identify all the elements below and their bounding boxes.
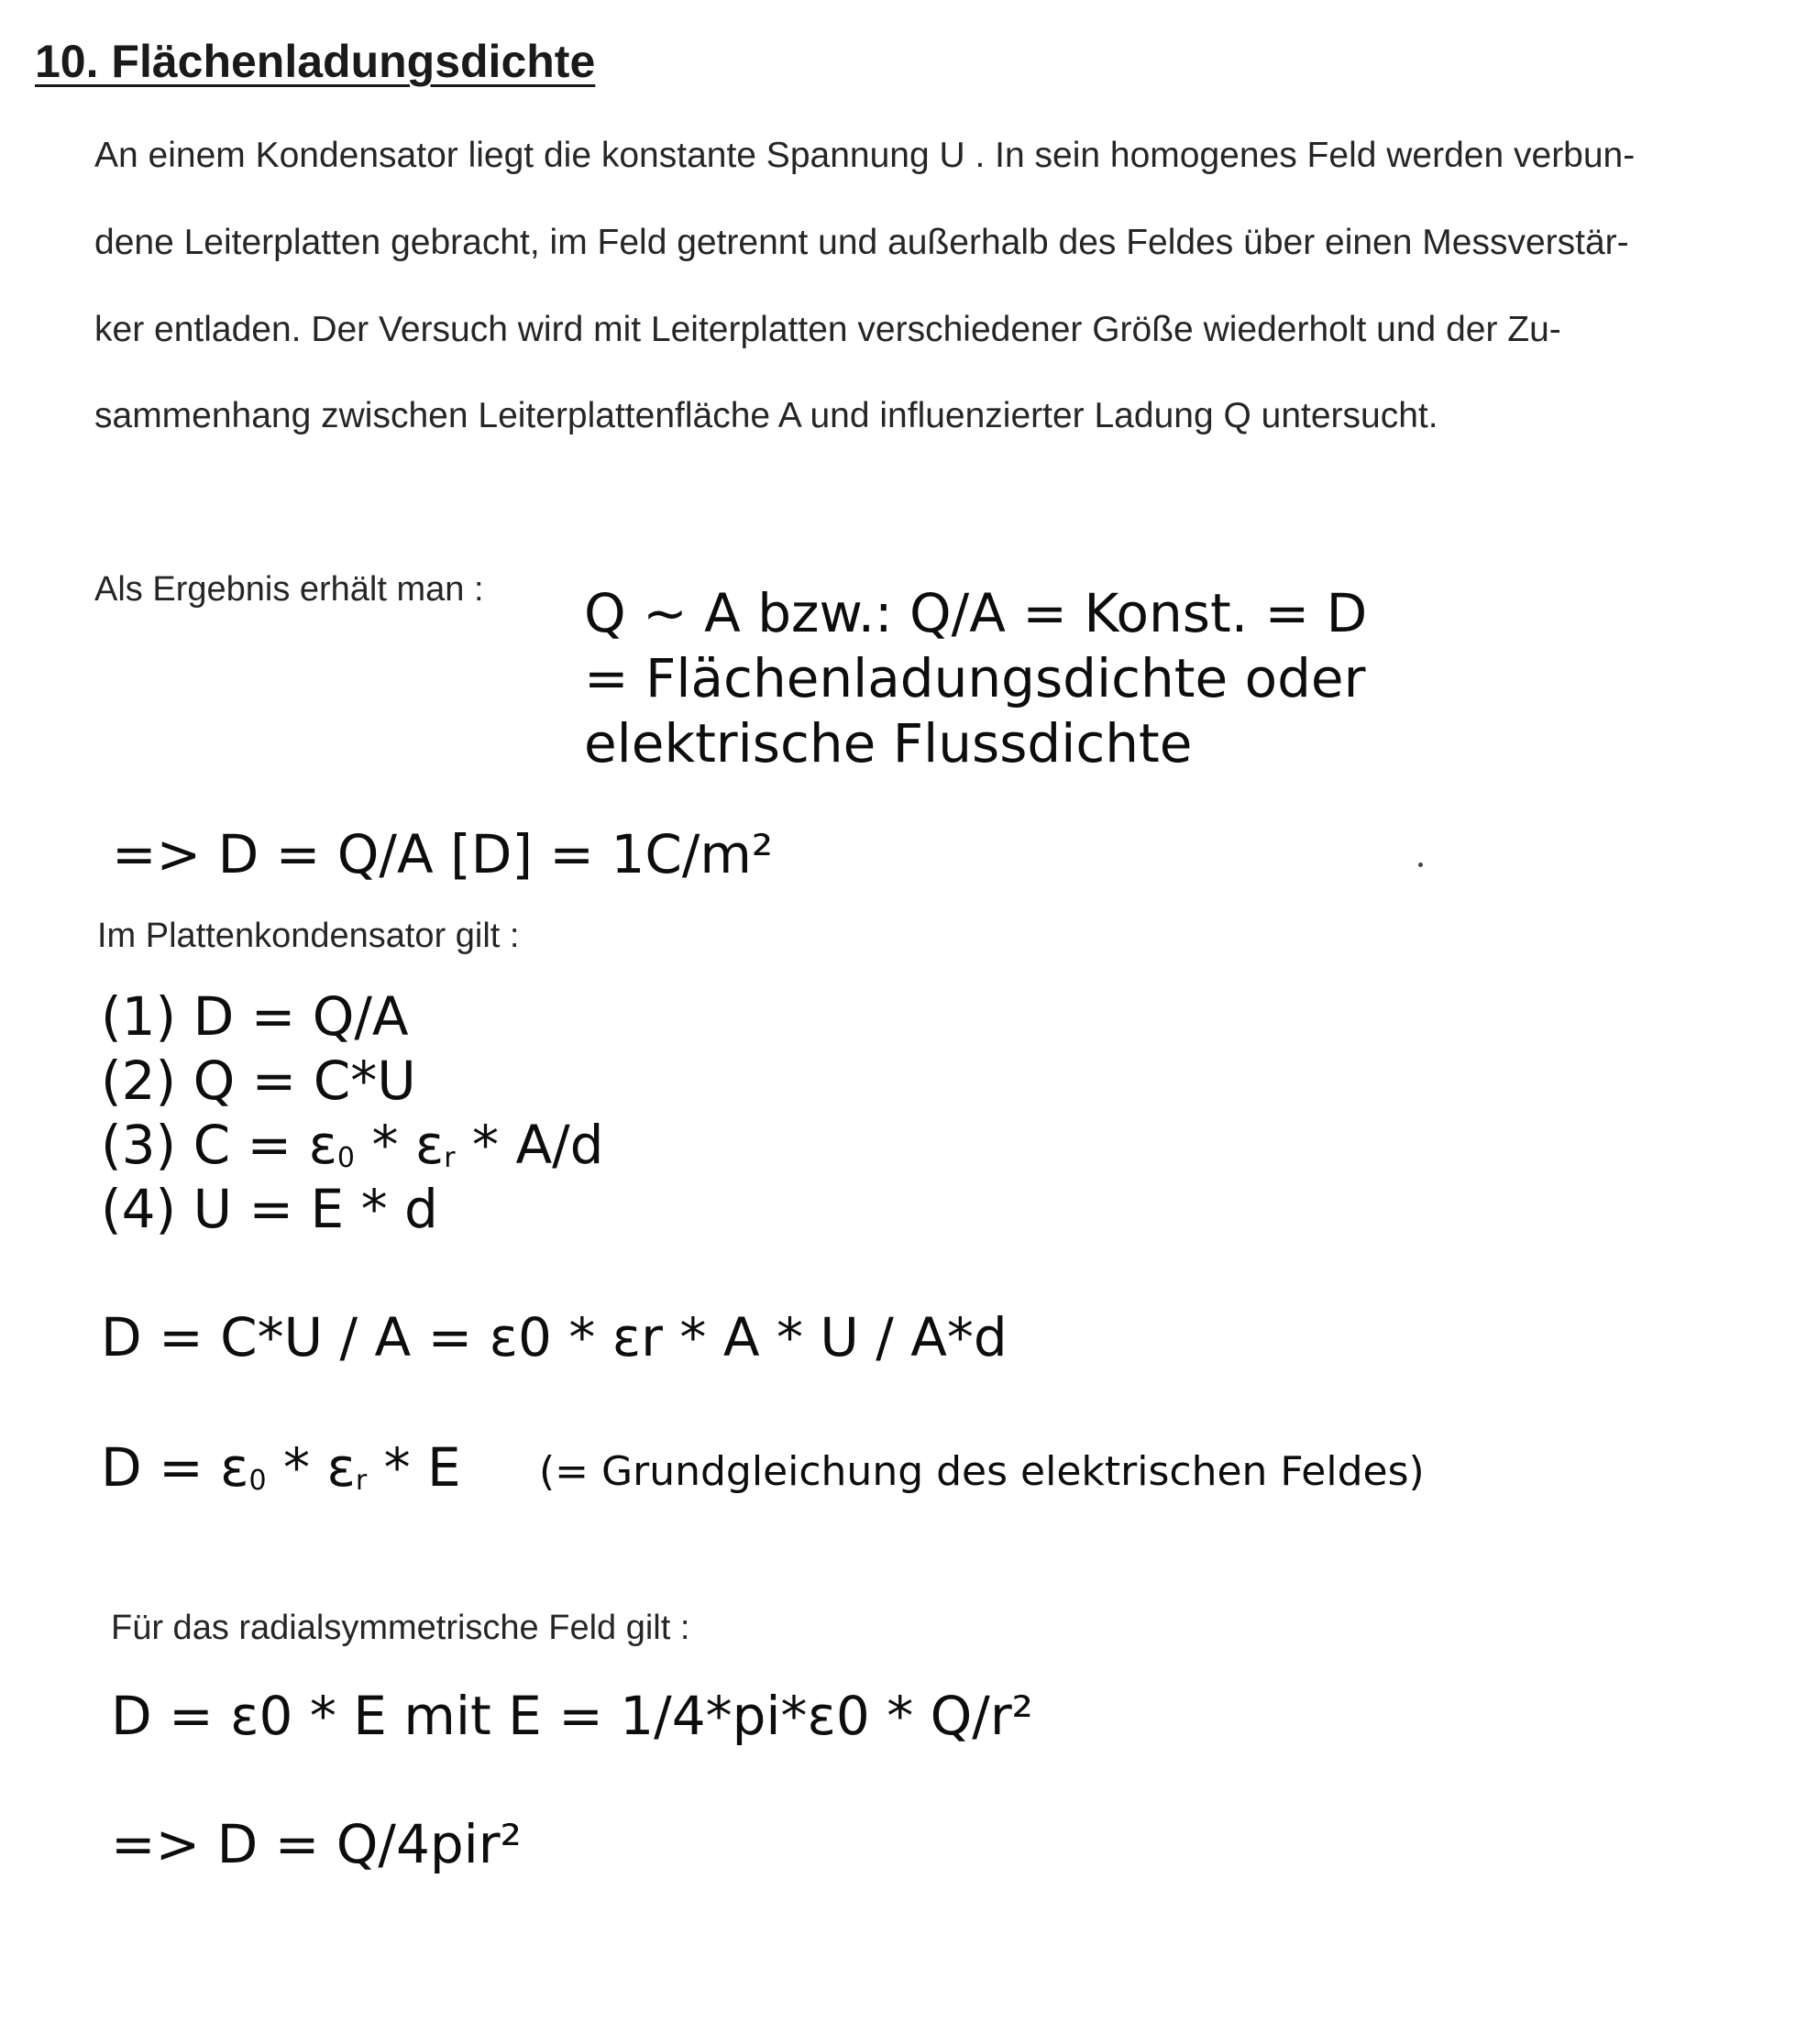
result-line-3: elektrische Flussdichte [584, 712, 1193, 775]
equation-3-part-b: * ε [355, 1114, 445, 1176]
result-line-1: Q ~ A bzw.: Q/A = Konst. = D [584, 582, 1368, 644]
epsilon-0-subscript: 0 [336, 1142, 356, 1174]
equation-3-part-c: * A/d [455, 1114, 604, 1176]
basic-equation-note: (= Grundgleichung des elektrischen Feldes) [539, 1448, 1425, 1495]
equation-3 [101, 1114, 604, 1176]
basic-epsilon-r-subscript: r [355, 1465, 368, 1497]
equation-2: (2) Q = C*U [101, 1049, 416, 1112]
basic-part-c: * E [367, 1436, 461, 1499]
equation-3-part-a: (3) C = ε [101, 1114, 337, 1176]
result-line-2: = Flächenladungsdichte oder [584, 647, 1366, 709]
intro-line-4: sammenhang zwischen Leiterplattenfläche A und influenzierter Ladung Q untersucht. [94, 396, 1438, 435]
plate-label: Im Plattenkondensator gilt : [97, 917, 520, 955]
page-title: 10. Flächenladungsdichte [35, 36, 596, 87]
radial-formula: D = ε0 * E mit E = 1/4*pi*ε0 * Q/r² [111, 1685, 1033, 1747]
intro-line-1: An einem Kondensator liegt die konstante Spannung U . In sein homogenes Feld werden verbun- [94, 136, 1636, 175]
derivation-formula: D = C*U / A = ε0 * εr * A * U / A*d [101, 1306, 1008, 1368]
basic-part-b: * ε [266, 1436, 356, 1499]
equation-1: (1) D = Q/A [101, 985, 409, 1048]
basic-part-a: D = ε [101, 1436, 249, 1499]
result-label: Als Ergebnis erhält man : [94, 570, 484, 609]
definition-formula: => D = Q/A [D] = 1C/m² [112, 823, 774, 885]
radial-result: => D = Q/4pir² [111, 1813, 522, 1875]
radial-label: Für das radialsymmetrische Feld gilt : [111, 1609, 690, 1647]
speck-mark [1418, 863, 1423, 867]
basic-epsilon-0-subscript: 0 [248, 1465, 267, 1497]
equation-4: (4) U = E * d [101, 1178, 438, 1240]
basic-equation [101, 1436, 461, 1499]
intro-line-3: ker entladen. Der Versuch wird mit Leiterplatten verschiedener Größe wiederholt und der Zu- [94, 310, 1561, 349]
intro-line-2: dene Leiterplatten gebracht, im Feld getrennt und außerhalb des Feldes über einen Messverstär- [94, 223, 1629, 262]
epsilon-r-subscript: r [444, 1142, 456, 1174]
